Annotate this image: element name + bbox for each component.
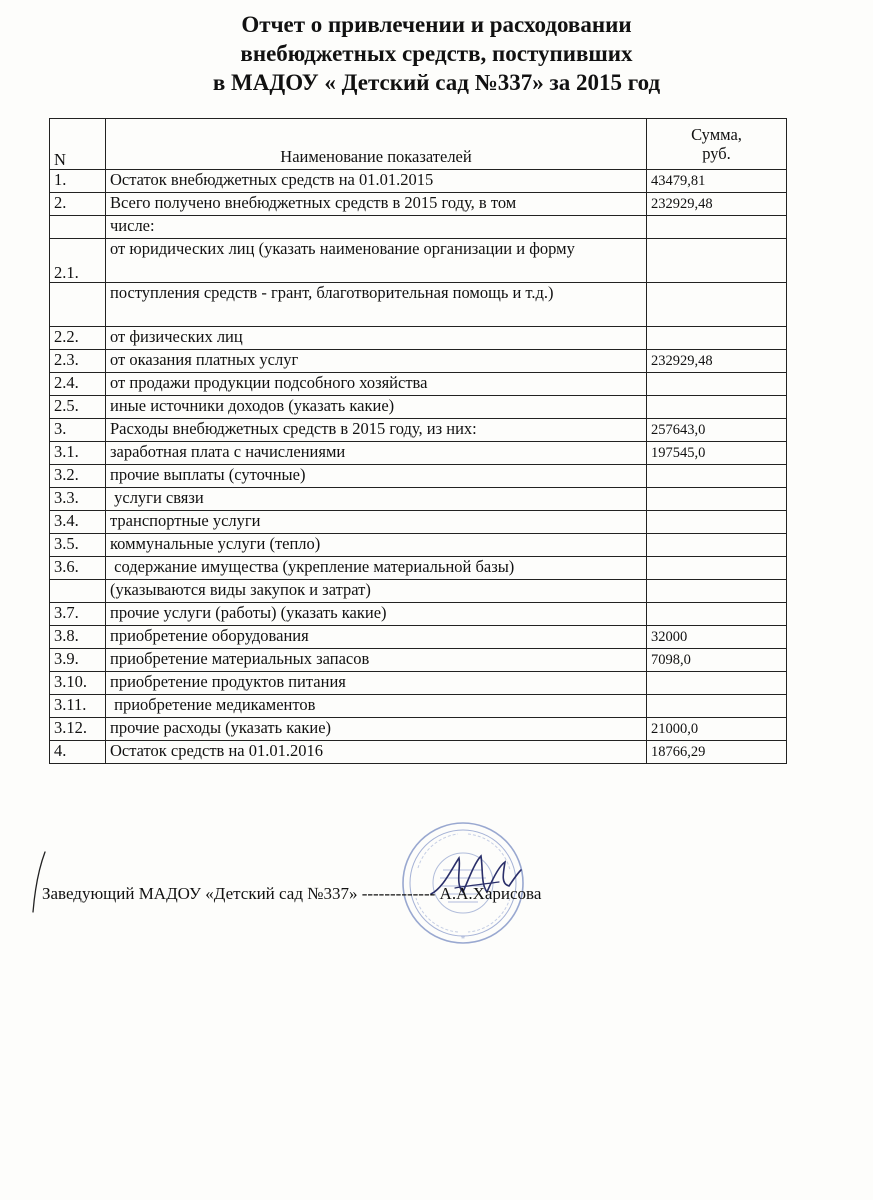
row-number: 3.7. xyxy=(50,603,106,626)
table-row xyxy=(50,511,787,534)
row-number: 3.12. xyxy=(50,718,106,741)
row-name: прочие выплаты (суточные) xyxy=(106,465,647,488)
row-number: 3.9. xyxy=(50,649,106,672)
row-number: 1. xyxy=(50,170,106,193)
header-sum-line-1: Сумма, xyxy=(691,125,742,144)
row-value xyxy=(647,580,787,603)
table-row xyxy=(50,695,787,718)
signature-line: Заведующий МАДОУ «Детский сад №337» ------------- А.А.Харисова xyxy=(42,884,542,903)
row-name: коммунальные услуги (тепло) xyxy=(106,534,647,557)
row-value: 7098,0 xyxy=(647,649,787,672)
table-header-row xyxy=(50,119,787,170)
row-number xyxy=(50,580,106,603)
row-number: 3.5. xyxy=(50,534,106,557)
row-name: прочие расходы (указать какие) xyxy=(106,718,647,741)
row-value xyxy=(647,557,787,580)
row-value xyxy=(647,603,787,626)
row-value: 32000 xyxy=(647,626,787,649)
table-row xyxy=(50,488,787,511)
report-table xyxy=(49,118,787,764)
table-row xyxy=(50,557,787,580)
row-value: 21000,0 xyxy=(647,718,787,741)
row-number: 2.4. xyxy=(50,373,106,396)
row-name: приобретение медикаментов xyxy=(106,695,647,718)
table-row xyxy=(50,465,787,488)
row-number: 2. xyxy=(50,193,106,216)
row-value: 43479,81 xyxy=(647,170,787,193)
row-value xyxy=(647,672,787,695)
row-number xyxy=(50,283,106,327)
row-name: приобретение оборудования xyxy=(106,626,647,649)
row-value xyxy=(647,695,787,718)
row-name: иные источники доходов (указать какие) xyxy=(106,396,647,419)
table-row xyxy=(50,239,787,283)
row-number: 3.2. xyxy=(50,465,106,488)
table-row xyxy=(50,283,787,327)
table-row xyxy=(50,193,787,216)
row-number: 3.1. xyxy=(50,442,106,465)
row-value: 257643,0 xyxy=(647,419,787,442)
row-value xyxy=(647,488,787,511)
row-name: от оказания платных услуг xyxy=(106,350,647,373)
svg-text:*: * xyxy=(460,934,466,944)
row-number: 3. xyxy=(50,419,106,442)
table-row xyxy=(50,603,787,626)
row-number: 2.5. xyxy=(50,396,106,419)
row-number: 3.10. xyxy=(50,672,106,695)
row-name: содержание имущества (укрепление материальной базы) xyxy=(106,557,647,580)
row-value xyxy=(647,216,787,239)
table-row xyxy=(50,741,787,764)
table-row xyxy=(50,419,787,442)
row-number: 3.11. xyxy=(50,695,106,718)
header-sum xyxy=(647,119,787,170)
row-value xyxy=(647,327,787,350)
row-number: 3.6. xyxy=(50,557,106,580)
title-line-2: внебюджетных средств, поступивших xyxy=(240,41,633,66)
row-number: 2.1. xyxy=(50,239,106,283)
row-number: 3.3. xyxy=(50,488,106,511)
row-name: Всего получено внебюджетных средств в 2015 году, в том xyxy=(106,193,647,216)
table-row xyxy=(50,672,787,695)
row-value xyxy=(647,396,787,419)
row-value xyxy=(647,534,787,557)
title-line-3: в МАДОУ « Детский сад №337» за 2015 год xyxy=(212,70,661,95)
row-name: приобретение продуктов питания xyxy=(106,672,647,695)
row-name: (указываются виды закупок и затрат) xyxy=(106,580,647,603)
table-row xyxy=(50,396,787,419)
table-row xyxy=(50,534,787,557)
row-name: услуги связи xyxy=(106,488,647,511)
row-value: 232929,48 xyxy=(647,193,787,216)
row-value: 18766,29 xyxy=(647,741,787,764)
table-row xyxy=(50,373,787,396)
row-name: числе: xyxy=(106,216,647,239)
table-row xyxy=(50,327,787,350)
row-name: прочие услуги (работы) (указать какие) xyxy=(106,603,647,626)
row-name: Расходы внебюджетных средств в 2015 году, из них: xyxy=(106,419,647,442)
row-name: транспортные услуги xyxy=(106,511,647,534)
table-row xyxy=(50,350,787,373)
row-value: 232929,48 xyxy=(647,350,787,373)
table-row xyxy=(50,718,787,741)
row-number xyxy=(50,216,106,239)
header-name: Наименование показателей xyxy=(106,119,647,170)
table-row xyxy=(50,580,787,603)
row-number: 2.3. xyxy=(50,350,106,373)
table-row xyxy=(50,216,787,239)
row-number: 3.8. xyxy=(50,626,106,649)
row-value xyxy=(647,511,787,534)
pen-mark-icon xyxy=(23,848,53,918)
row-value xyxy=(647,373,787,396)
row-name: поступления средств - грант, благотворительная помощь и т.д.) xyxy=(106,283,647,327)
row-name: Остаток средств на 01.01.2016 xyxy=(106,741,647,764)
row-name: от юридических лиц (указать наименование организации и форму xyxy=(106,239,647,283)
row-value xyxy=(647,239,787,283)
table-row xyxy=(50,170,787,193)
row-number: 4. xyxy=(50,741,106,764)
row-number: 2.2. xyxy=(50,327,106,350)
row-value xyxy=(647,465,787,488)
row-name: заработная плата с начислениями xyxy=(106,442,647,465)
table-row xyxy=(50,442,787,465)
header-num: N xyxy=(50,119,106,170)
row-name: от физических лиц xyxy=(106,327,647,350)
title-line-1: Отчет о привлечении и расходовании xyxy=(241,12,632,37)
header-sum-line-2: руб. xyxy=(702,144,731,163)
row-value xyxy=(647,283,787,327)
report-title xyxy=(0,10,873,97)
row-name: приобретение материальных запасов xyxy=(106,649,647,672)
row-value: 197545,0 xyxy=(647,442,787,465)
row-name: Остаток внебюджетных средств на 01.01.2015 xyxy=(106,170,647,193)
table-row xyxy=(50,626,787,649)
table-row xyxy=(50,649,787,672)
row-number: 3.4. xyxy=(50,511,106,534)
row-name: от продажи продукции подсобного хозяйства xyxy=(106,373,647,396)
